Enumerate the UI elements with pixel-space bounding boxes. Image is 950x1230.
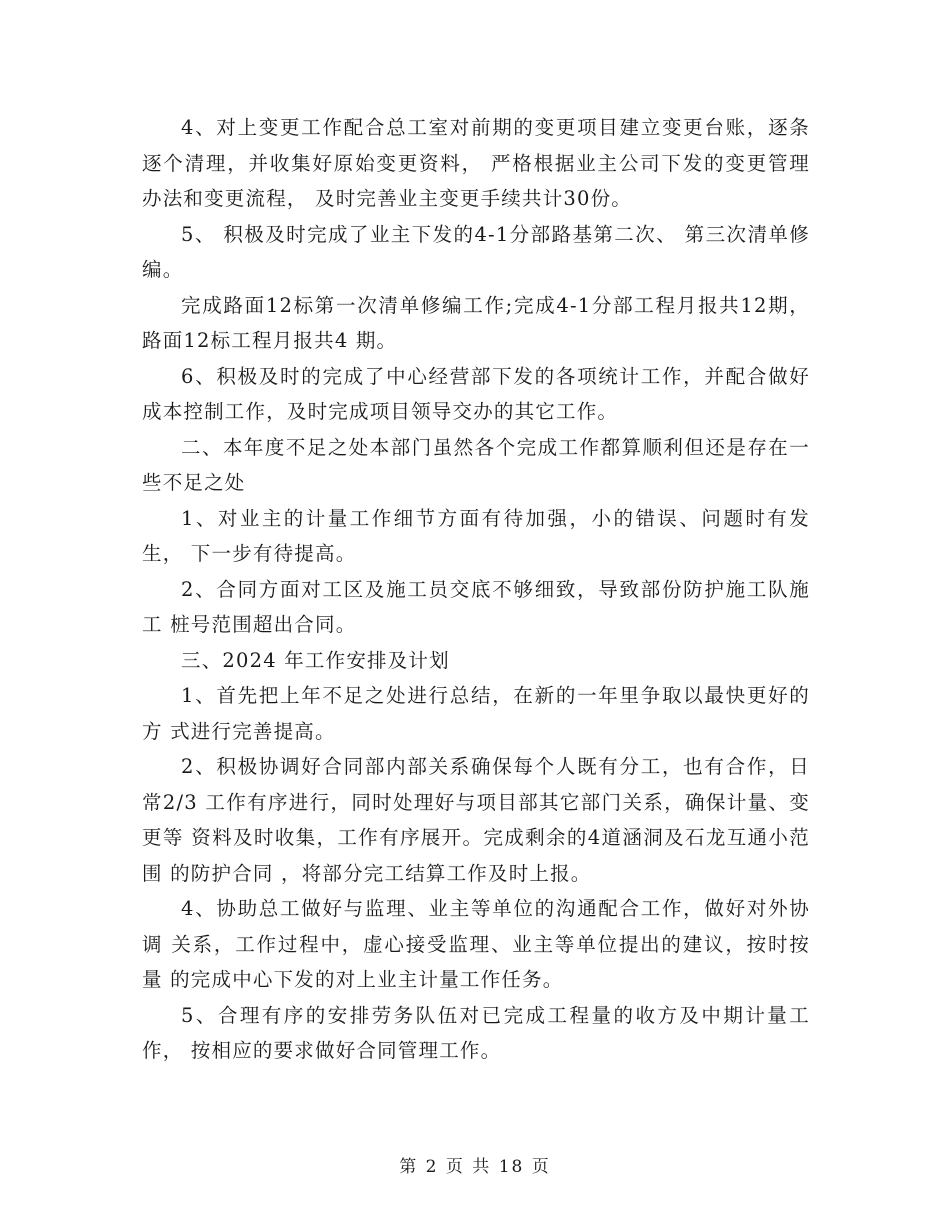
paragraph-shortcoming-2: 2、合同方面对工区及施工员交底不够细致，导致部份防护施工队施工 桩号范围超出合同。 xyxy=(142,577,810,636)
paragraph-plan-2: 2、积极协调好合同部内部关系确保每个人既有分工，也有合作，日常2/3 工作有序进行，同时处理好与项目部其它部门关系，确保计量、变更等 资料及时收集，工作有序展开。完成剩余的4道涵洞及石龙互通小范围 的防护合同 ，将部分完工结算工作及时上报。 xyxy=(142,755,810,885)
paragraph-shortcoming-1: 1、对业主的计量工作细节方面有待加强，小的错误、问题时有发生， 下一步有待提高。 xyxy=(142,506,810,565)
section-heading-plan: 三、2024 年工作安排及计划 xyxy=(181,648,450,672)
paragraph-list-revision: 5、 积极及时完成了业主下发的4-1分部路基第二次、 第三次清单修编。 xyxy=(142,222,810,281)
paragraph-variation-ledger: 4、对上变更工作配合总工室对前期的变更项目建立变更台账，逐条逐个清理，并收集好原始变更资料， 严格根据业主公司下发的变更管理办法和变更流程， 及时完善业主变更手续共计30份。 xyxy=(142,116,810,210)
document-body xyxy=(142,110,818,1069)
paragraph-monthly-reports: 完成路面12标第一次清单修编工作;完成4-1分部工程月报共12期， 路面12标工程月报共4 期。 xyxy=(142,293,818,352)
paragraph-plan-1: 1、首先把上年不足之处进行总结，在新的一年里争取以最快更好的方 式进行完善提高。 xyxy=(142,684,810,743)
paragraph-plan-4: 4、协助总工做好与监理、业主等单位的沟通配合工作，做好对外协调 关系，工作过程中，虚心接受监理、业主等单位提出的建议，按时按量 的完成中心下发的对上业主计量工作任务。 xyxy=(142,897,810,991)
paragraph-plan-5: 5、合理有序的安排劳务队伍对已完成工程量的收方及中期计量工作， 按相应的要求做好合同管理工作。 xyxy=(142,1003,810,1062)
page-number-footer: 第 2 页 共 18 页 xyxy=(399,1157,551,1177)
section-heading-shortcomings: 二、本年度不足之处本部门虽然各个完成工作都算顺利但还是存在一些不足之处 xyxy=(142,435,810,494)
paragraph-statistics-work: 6、积极及时的完成了中心经营部下发的各项统计工作，并配合做好成本控制工作，及时完成项目领导交办的其它工作。 xyxy=(142,364,810,423)
